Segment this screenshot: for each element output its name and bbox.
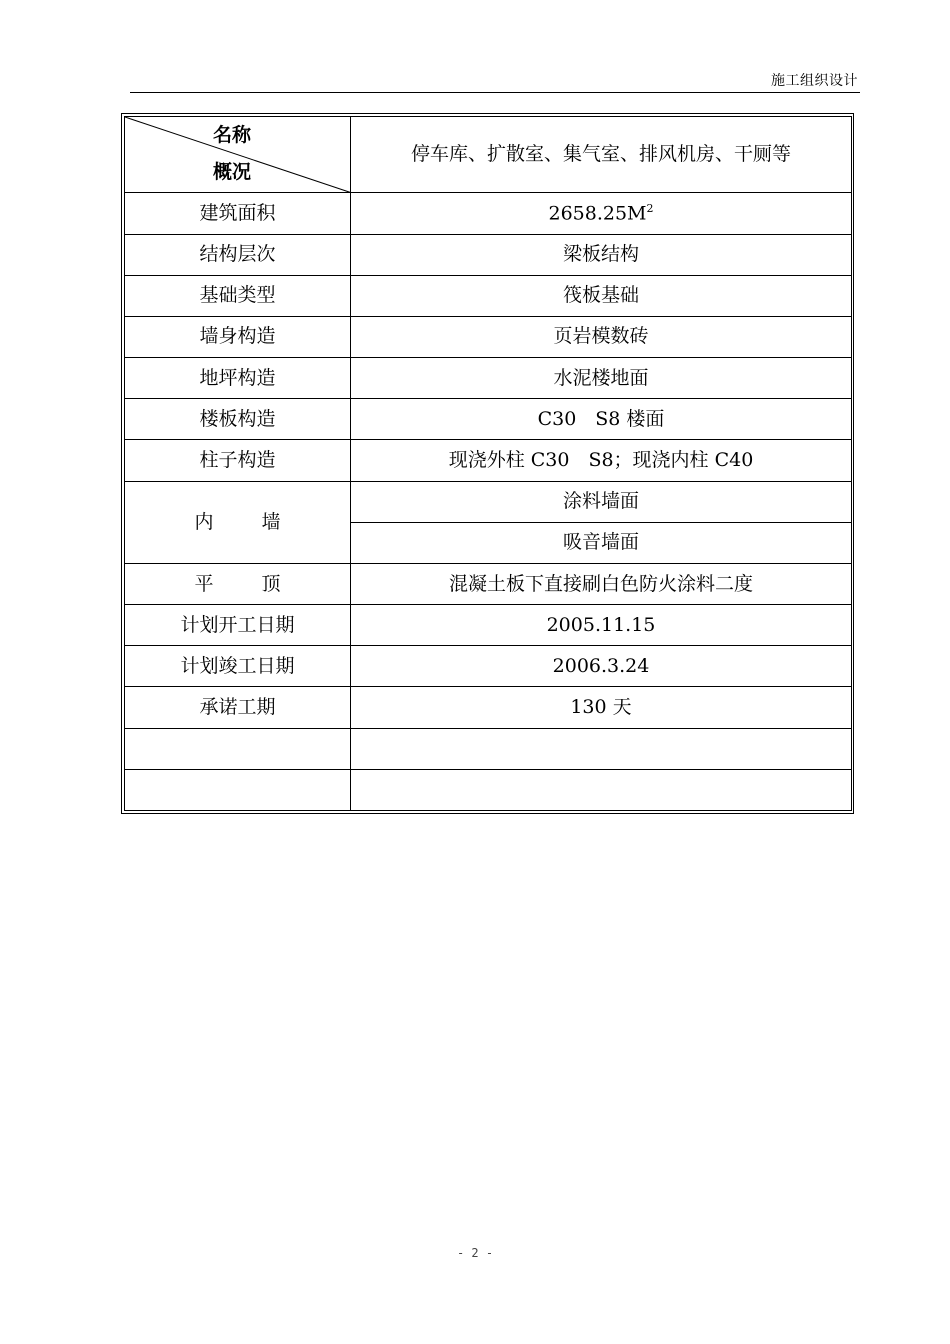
table-header-row (125, 117, 852, 193)
empty-cell (351, 769, 852, 810)
header-title: 施工组织设计 (771, 73, 858, 89)
area-label-cell: 建筑面积 (125, 193, 351, 234)
page-header (130, 66, 860, 93)
date-value-cell: 2005.11.15 (351, 605, 852, 646)
row-label-cell: 柱子构造 (125, 440, 351, 481)
empty-table-row (125, 728, 852, 769)
diagonal-header-cell (125, 117, 351, 193)
table-row (125, 605, 852, 646)
date-value-cell: 2006.3.24 (351, 646, 852, 687)
project-overview-table (124, 116, 852, 811)
table-row (125, 234, 852, 275)
row-value-cell: C30 S8 楼面 (351, 399, 852, 440)
diagonal-header-bottom-label: 概况 (213, 161, 252, 183)
ceiling-label-left: 平 (194, 572, 214, 595)
ceiling-label-right: 顶 (261, 572, 281, 595)
row-label-cell: 基础类型 (125, 275, 351, 316)
ceiling-label-cell (125, 563, 351, 604)
table-row (125, 481, 852, 522)
name-value-cell: 停车库、扩散室、集气室、排风机房、干厕等 (351, 117, 852, 193)
row-value-cell: 水泥楼地面 (351, 358, 852, 399)
project-overview-table-frame (121, 113, 854, 814)
page-number: - 2 - (456, 1246, 494, 1260)
row-label-cell: 墙身构造 (125, 316, 351, 357)
empty-cell (125, 728, 351, 769)
row-label-cell: 结构层次 (125, 234, 351, 275)
inner-wall-label-right: 墙 (261, 510, 281, 533)
empty-cell (351, 728, 852, 769)
table-row (125, 646, 852, 687)
area-unit-superscript: 2 (646, 201, 654, 215)
inner-wall-value-cell: 涂料墙面 (351, 481, 852, 522)
date-value-cell: 130 天 (351, 687, 852, 728)
table-row (125, 275, 852, 316)
table-row (125, 316, 852, 357)
area-value: 2658.25M (548, 202, 647, 225)
area-value-cell (351, 193, 852, 234)
table-row (125, 687, 852, 728)
row-value-cell: 筏板基础 (351, 275, 852, 316)
date-label-cell: 计划开工日期 (125, 605, 351, 646)
table-row (125, 399, 852, 440)
row-label-cell: 楼板构造 (125, 399, 351, 440)
table-row (125, 563, 852, 604)
inner-wall-value-cell: 吸音墙面 (351, 522, 852, 563)
row-label-cell: 地坪构造 (125, 358, 351, 399)
row-value-cell: 页岩模数砖 (351, 316, 852, 357)
inner-wall-label-cell (125, 481, 351, 563)
empty-table-row (125, 769, 852, 810)
table-row (125, 358, 852, 399)
date-label-cell: 承诺工期 (125, 687, 351, 728)
table-row (125, 440, 852, 481)
row-value-cell: 梁板结构 (351, 234, 852, 275)
diagonal-header-top-label: 名称 (213, 124, 252, 146)
date-label-cell: 计划竣工日期 (125, 646, 351, 687)
ceiling-value-cell: 混凝土板下直接刷白色防火涂料二度 (351, 563, 852, 604)
row-value-cell: 现浇外柱 C30 S8；现浇内柱 C40 (351, 440, 852, 481)
empty-cell (125, 769, 351, 810)
inner-wall-label-left: 内 (194, 510, 214, 533)
table-row (125, 193, 852, 234)
